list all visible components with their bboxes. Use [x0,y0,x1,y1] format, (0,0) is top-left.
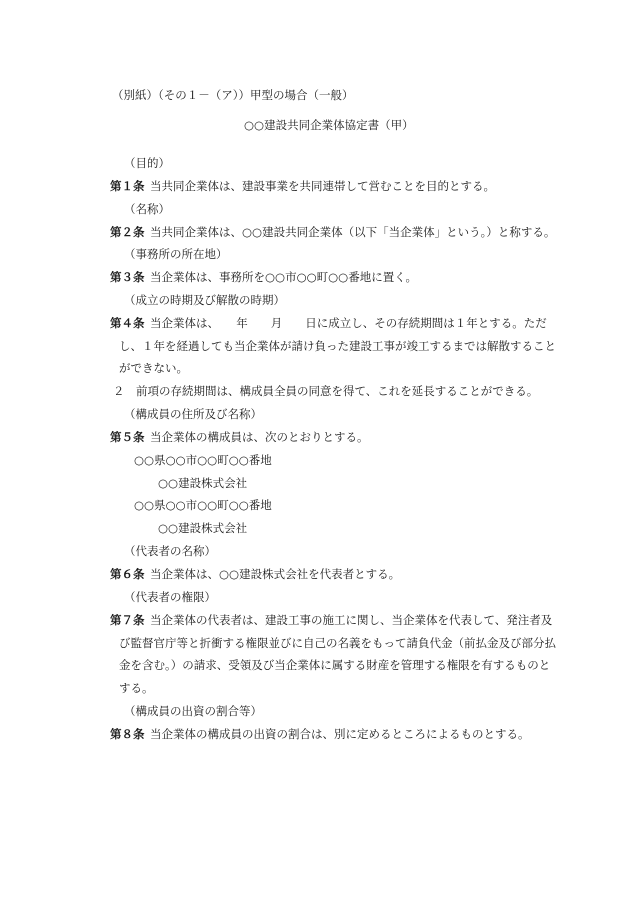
article-6-label: 第６条 [110,567,145,581]
article-8-caption: （構成員の出資の割合等） [124,704,262,718]
article-1-text: 当共同企業体は、建設事業を共同連帯して営むことを目的とする。 [150,179,495,193]
article-7-line-1: 当企業体の代表者は、建設工事の施工に関し、当企業体を代表して、発注者及 [150,613,553,627]
article-4-paragraph-2: ２ 前項の存続期間は、構成員全員の同意を得て、これを延長することができる。 [113,384,539,398]
article-7-caption: （代表者の権限） [124,590,216,604]
article-7-line-2: び監督官庁等と折衝する権限並びに自己の名義をもって請負代金（前払金及び部分払 [119,636,556,650]
article-4-line-3: ができない。 [119,361,188,375]
article-3-caption: （事務所の所在地） [124,247,228,261]
member-1-address: ○○県○○市○○町○○番地 [134,453,272,467]
article-7-line-4: する。 [119,681,154,695]
article-4-label: 第４条 [110,316,145,330]
article-1-label: 第１条 [110,179,145,193]
member-2-address: ○○県○○市○○町○○番地 [134,498,272,512]
article-7-line-3: 金を含む。）の請求、受領及び当企業体に属する財産を管理する権限を有するものと [119,658,551,672]
article-8-text: 当企業体の構成員の出資の割合は、別に定めるところによるものとする。 [150,727,530,741]
article-6-text: 当企業体は、○○建設株式会社を代表者とする。 [150,567,401,581]
article-5-label: 第５条 [110,430,145,444]
article-2-text: 当共同企業体は、○○建設共同企業体（以下「当企業体」という。）と称する。 [150,225,556,239]
article-4-caption: （成立の時期及び解散の時期） [124,293,285,307]
article-5-text: 当企業体の構成員は、次のとおりとする。 [150,430,369,444]
article-5-caption: （構成員の住所及び名称） [124,407,262,421]
member-1-name: ○○建設株式会社 [158,476,248,490]
article-3-text: 当企業体は、事務所を○○市○○町○○番地に置く。 [150,270,417,284]
article-2-caption: （名称） [124,202,170,216]
article-6-caption: （代表者の名称） [124,544,216,558]
article-7-label: 第７条 [110,613,145,627]
article-3-label: 第３条 [110,270,145,284]
article-4-line-1: 当企業体は、 年 月 日に成立し、その存続期間は１年とする。ただ [150,316,547,330]
member-2-name: ○○建設株式会社 [158,521,248,535]
article-4-line-2: し、１年を経過しても当企業体が請け負った建設工事が竣工するまでは解散すること [119,339,556,353]
article-2-label: 第２条 [110,225,145,239]
article-8-label: 第８条 [110,727,145,741]
annex-label: （別紙）（その１－（ア））甲型の場合（一般） [112,88,354,102]
document-title: ○○建設共同企業体協定書（甲） [244,118,414,132]
article-1-caption: （目的） [124,156,170,170]
